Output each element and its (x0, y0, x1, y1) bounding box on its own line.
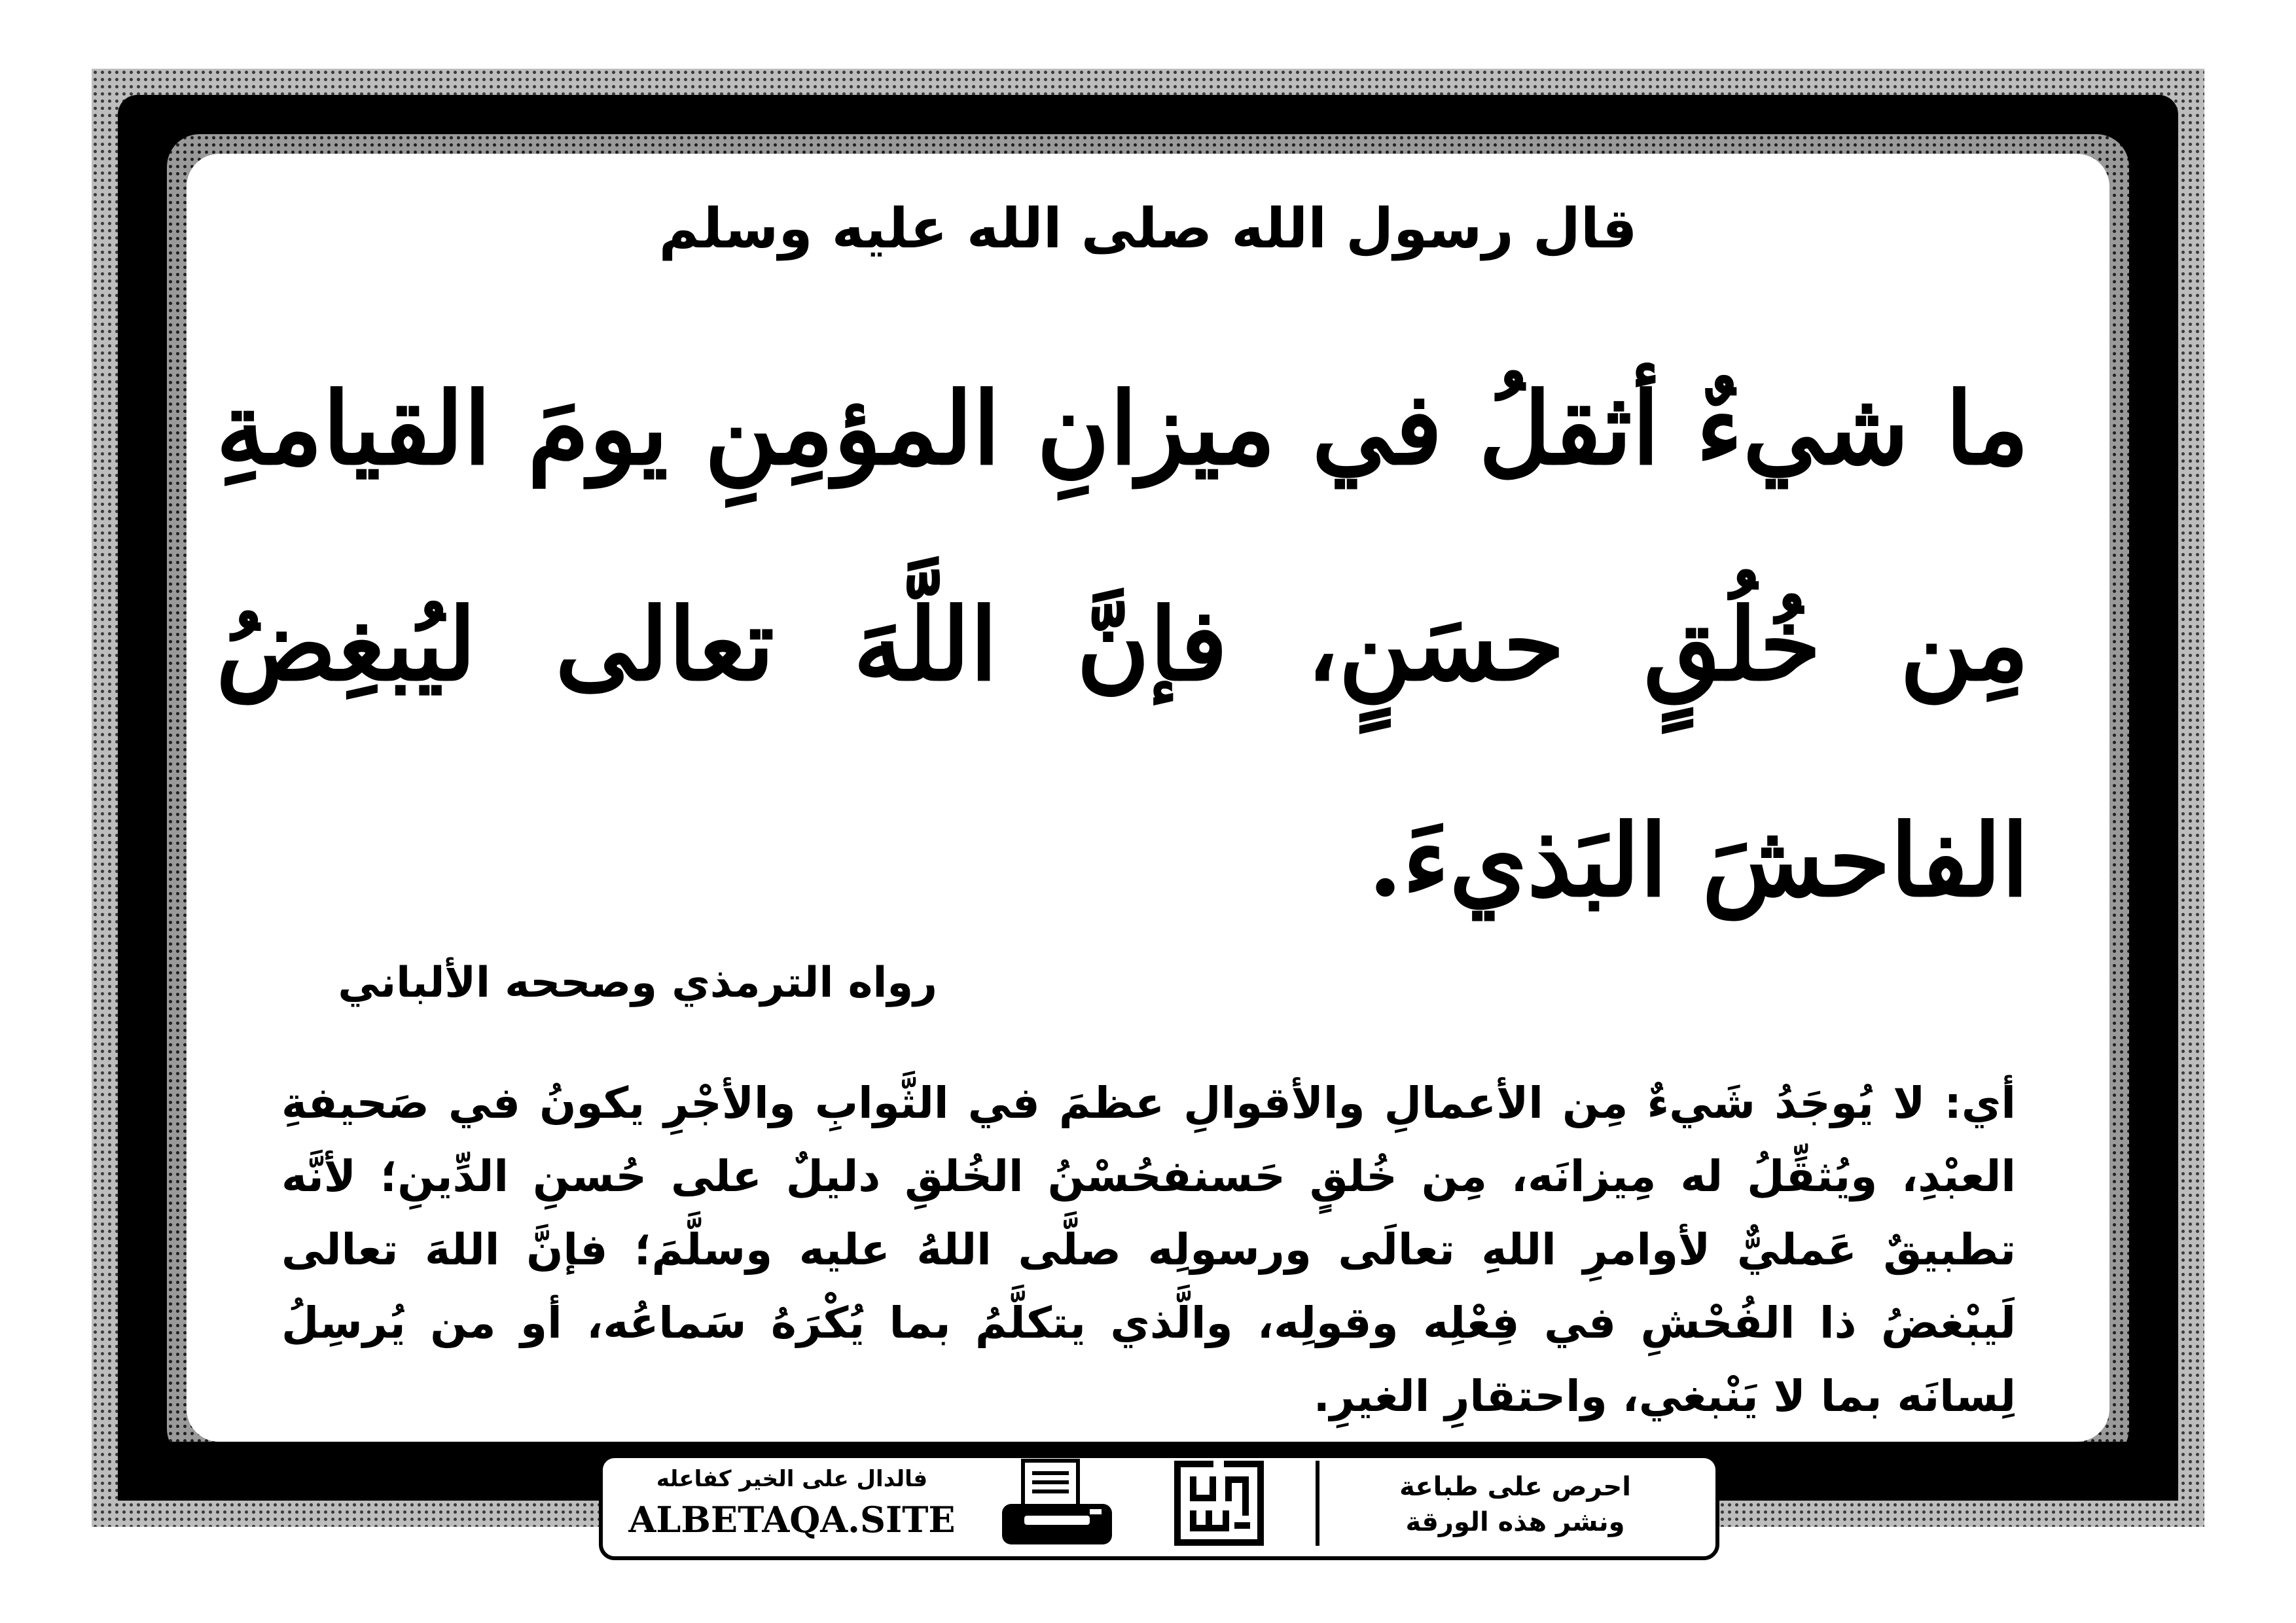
explanation-text: أي: لا يُوجَدُ شَيءٌ مِن الأعمالِ والأقوالِ عظمَ في الثَّوابِ والأجْرِ يكونُ في صَحيفةِ العبْدِ، ويُثقِّلُ له مِيزانَه، مِن خُلقٍ حَسنفحُسْنُ الخُلقِ دليلٌ على حُسنِ الدِّينِ؛ لأنَّه تطبيقٌ عَمليٌّ لأوامرِ اللهِ تعالَى ورسولِه صلَّى اللهُ عليه وسلَّمَ؛ فإنَّ اللهَ تعالى لَيبْغضُ ذا الفُحْشِ في فِعْلِه وقولِه، والَّذي يتكلَّمُ بما يُكْرَهُ سَماعُه، أو من يُرسِلُ لِسانَه بما لا يَنْبغي، واحتقارِ الغيرِ. (281, 1078, 2016, 1421)
page-heading: قال رسول الله صلى الله عليه وسلم (658, 196, 1638, 260)
footer-call-to-action (1329, 1469, 1702, 1540)
hadith-text: ما شيءٌ أثقلُ في ميزانِ المؤمِنِ يومَ القيامةِ مِن خُلُقٍ حسَنٍ، فإنَّ اللَّهَ تعالى ليُبغِضُ الفاحشَ البَذيءَ. (216, 370, 2029, 919)
footer-site-link[interactable]: ALBETAQA.SITE (628, 1499, 956, 1541)
footer-site-block[interactable] (609, 1466, 975, 1541)
hadith-source: رواه الترمذي وصححه الألباني (338, 959, 937, 1007)
call-line-2: ونشر هذه الورقة (1405, 1507, 1625, 1537)
footer-tagline: فالدال على الخير كفاعله (656, 1466, 928, 1492)
call-line-1: احرص على طباعة (1399, 1472, 1631, 1502)
kufic-logo-icon (1172, 1458, 1266, 1548)
printer-icon[interactable] (998, 1458, 1116, 1548)
footer-divider (1316, 1461, 1319, 1546)
